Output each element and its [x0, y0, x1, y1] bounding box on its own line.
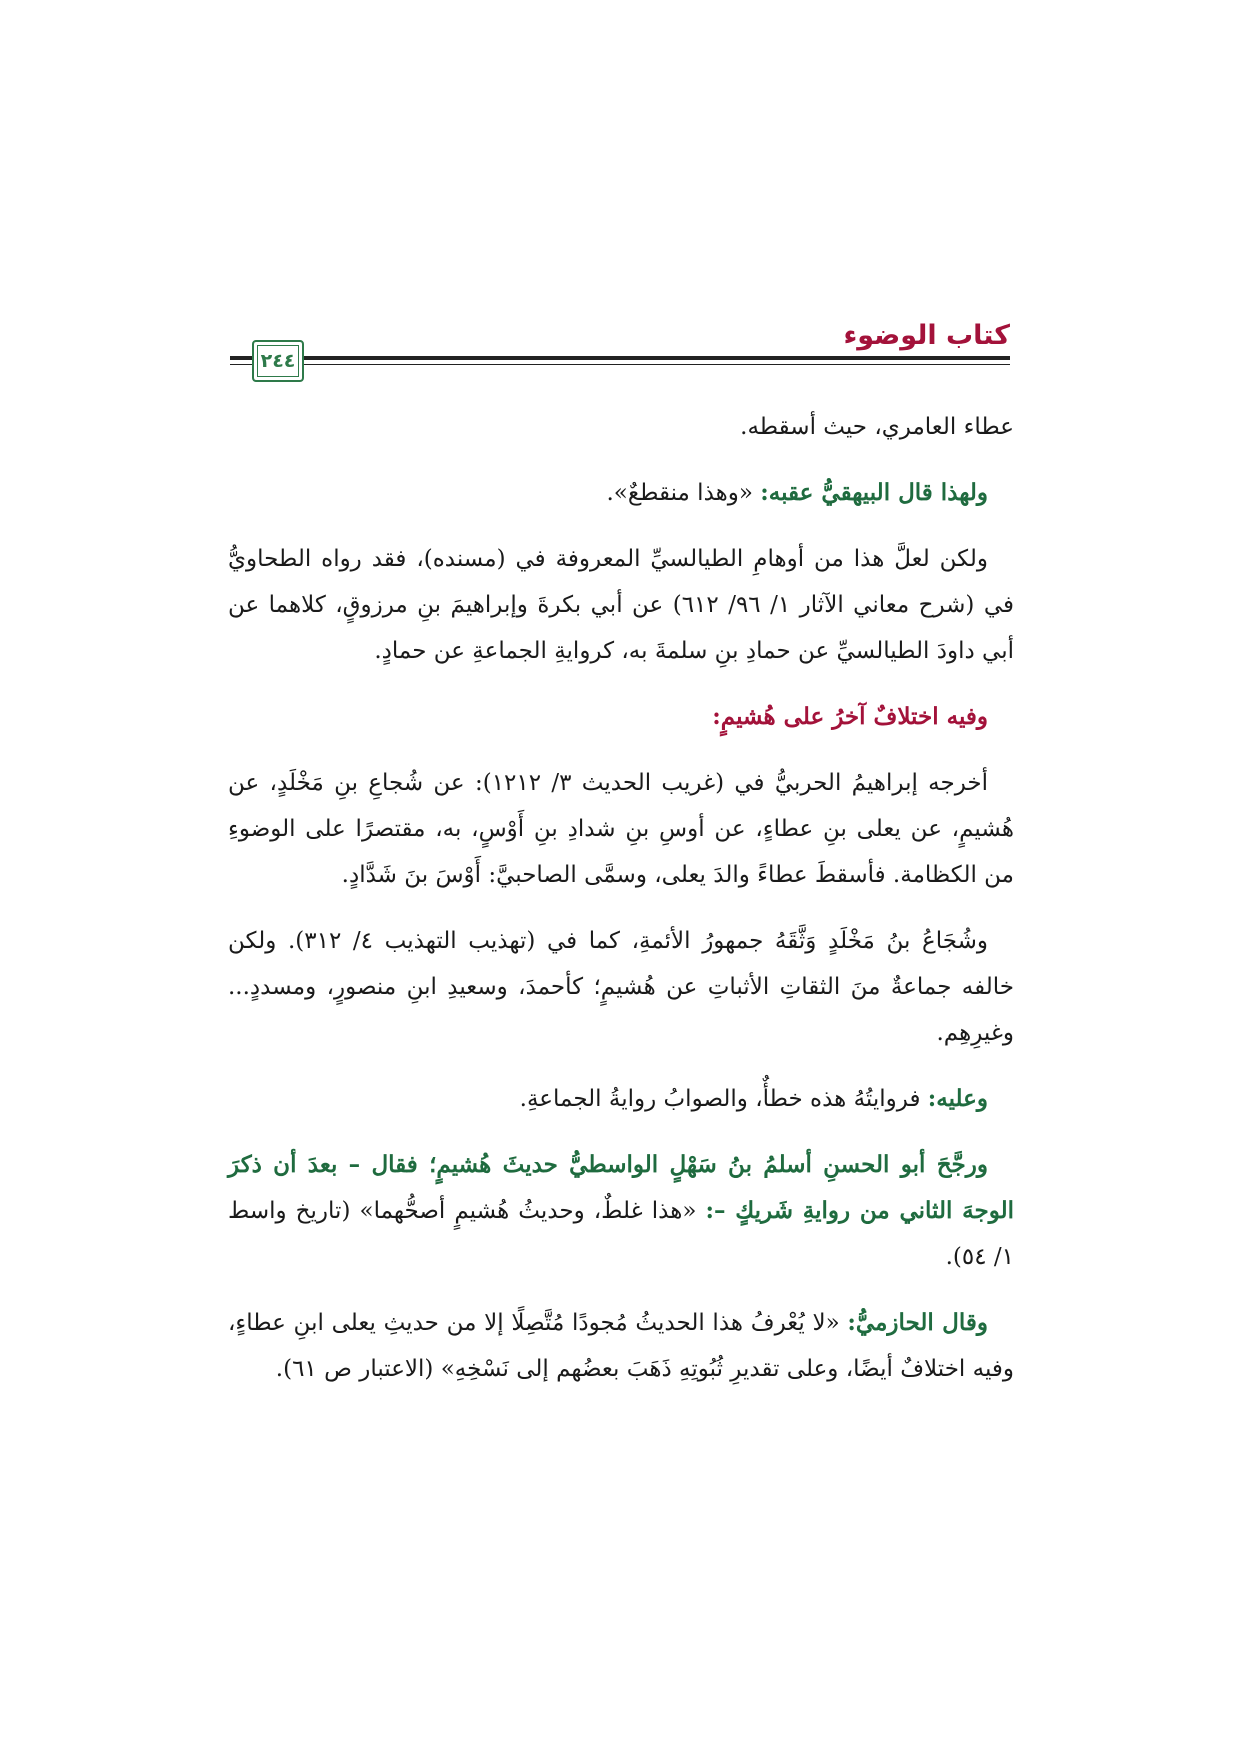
paragraph-text: فروايتُهُ هذه خطأٌ، والصوابُ روايةُ الجماعةِ.	[519, 1086, 928, 1112]
paragraph-1	[228, 404, 1014, 450]
header-rule-left-thin	[230, 364, 252, 365]
paragraph-text: أخرجه إبراهيمُ الحربيُّ في (غريب الحديث ٣/ ١٢١٢): عن شُجاعِ بنِ مَخْلَدٍ، عن هُشيمٍ، عن يعلى بنِ عطاءٍ، عن أوسِ بنِ شدادِ بنِ أَوْسٍ، به، مقتصرًا على الوضوءِ من الكظامة. فأسقطَ عطاءً والدَ يعلى، وسمَّى الصاحبيَّ: أَوْسَ بنَ شَدَّادٍ.	[228, 770, 1014, 888]
header-rule-thick	[292, 356, 1010, 360]
paragraph-6	[228, 918, 1014, 1056]
page-header	[230, 312, 1010, 392]
paragraph-text: وشُجَاعُ بنُ مَخْلَدٍ وَثَّقَهُ جمهورُ الأئمةِ، كما في (تهذيب التهذيب ٤/ ٣١٢). ولكن خالفه جماعةٌ منَ الثقاتِ الأثباتِ عن هُشيمٍ؛ كأحمدَ، وسعيدِ ابنِ منصورٍ، ومسددٍ... وغيرِهِم.	[228, 928, 1014, 1046]
section-heading	[228, 694, 1014, 740]
paragraph-lead: ولهذا قال البيهقيُّ عقبه:	[760, 479, 988, 506]
paragraph-lead: ورجَّحَ أبو الحسنِ أسلمُ بنُ سَهْلٍ الواسطيُّ حديثَ هُشيمٍ؛ فقال – بعدَ أن ذكرَ الوجهَ الثاني من روايةِ شَريكٍ –:	[228, 1151, 1014, 1224]
paragraph-7	[228, 1076, 1014, 1122]
paragraph-text: «هذا غلطٌ، وحديثُ هُشيمٍ أصحُّهما» (تاريخ واسط ١/ ٥٤).	[228, 1198, 1014, 1270]
page-number: ٢٤٤	[260, 350, 296, 372]
header-rule-left-thick	[230, 356, 252, 360]
paragraph-2	[228, 470, 1014, 516]
page-body	[228, 404, 1014, 1412]
section-heading-text: وفيه اختلافٌ آخرُ على هُشيمٍ:	[712, 703, 988, 730]
paragraph-text: «وهذا منقطعٌ».	[606, 480, 761, 506]
paragraph-text: «لا يُعْرفُ هذا الحديثُ مُجودًا مُتَّصِلًا إلا من حديثِ يعلى ابنِ عطاءٍ، وفيه اختلافٌ أيضًا، وعلى تقديرِ ثُبُوتِهِ ذَهَبَ بعضُهم إلى نَسْخِهِ» (الاعتبار ص ٦١).	[228, 1310, 1014, 1382]
paragraph-text: عطاء العامري، حيث أسقطه.	[740, 414, 1014, 440]
paragraph-9	[228, 1300, 1014, 1392]
paragraph-text: ولكن لعلَّ هذا من أوهامِ الطيالسيِّ المعروفة في (مسنده)، فقد رواه الطحاويُّ في (شرح معاني الآثار ١/ ٩٦/ ٦١٢) عن أبي بكرةَ وإبراهيمَ بنِ مرزوقٍ، كلاهما عن أبي داودَ الطيالسيِّ عن حمادِ بنِ سلمةَ به، كروايةِ الجماعةِ عن حمادٍ.	[228, 546, 1014, 664]
paragraph-lead: وقال الحازميُّ:	[847, 1309, 988, 1336]
header-rule-thin	[292, 364, 1010, 365]
paragraph-8	[228, 1142, 1014, 1280]
paragraph-5	[228, 760, 1014, 898]
book-title: كتاب الوضوء	[843, 320, 1010, 351]
page-number-badge	[252, 340, 304, 382]
paragraph-3	[228, 536, 1014, 674]
paragraph-lead: وعليه:	[927, 1085, 988, 1112]
